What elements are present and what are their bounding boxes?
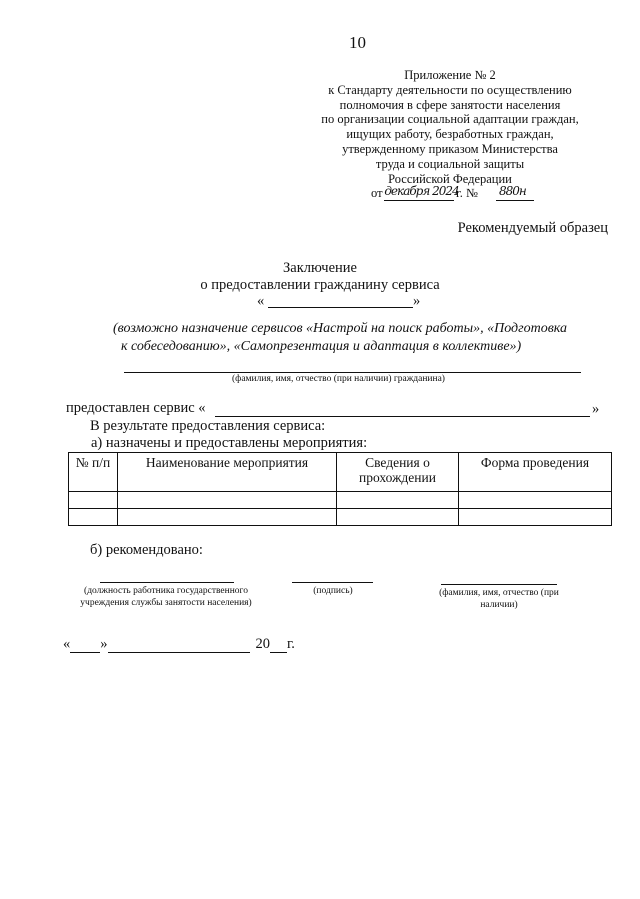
document-title: Заключение — [283, 260, 357, 276]
table-row — [69, 492, 612, 509]
year-blank — [270, 638, 287, 653]
table-cell — [69, 509, 118, 526]
service-quote-close: » — [592, 401, 600, 417]
service-name-blank — [268, 307, 413, 308]
result-heading: В результате предоставления сервиса: — [90, 418, 326, 434]
signature-line — [292, 582, 373, 583]
italic-note-line: к собеседованию», «Самопрезентация и адаптация в коллективе») — [121, 339, 522, 354]
appendix-line: Российской Федерации — [388, 171, 512, 186]
table-cell — [459, 492, 612, 509]
appendix-line: труда и социальной защиты — [375, 156, 525, 171]
table-cell — [337, 509, 459, 526]
table-cell — [69, 492, 118, 509]
italic-note-line: (возможно назначение сервисов «Настрой на поиск работы», «Подготовка — [113, 321, 567, 336]
table-header-cell: № п/п — [69, 453, 118, 492]
date-line — [63, 636, 295, 653]
appendix-line: ищущих работу, безработных граждан, — [346, 127, 554, 142]
recommended-sample-label: Рекомендуемый образец — [457, 220, 608, 236]
date-quote-open: « — [63, 636, 71, 652]
table-header-cell: Форма проведения — [459, 453, 612, 492]
appendix-block — [300, 68, 600, 202]
service-provided-blank — [215, 416, 590, 417]
quote-open: « — [257, 293, 265, 309]
recommended-heading: б) рекомендовано: — [90, 542, 203, 558]
page-number: 10 — [349, 33, 366, 52]
table-header-row — [69, 453, 612, 492]
month-blank — [108, 638, 250, 653]
date-underline — [384, 200, 454, 201]
quote-close: » — [413, 293, 421, 309]
handwritten-date: декабря 2024 — [384, 184, 459, 199]
order-number-prefix: г. № — [456, 186, 478, 201]
activities-heading: а) назначены и предоставлены мероприятия: — [91, 435, 368, 451]
signature-caption: (подпись) — [313, 586, 353, 596]
year-suffix: г. — [287, 636, 295, 652]
handwritten-number: 880н — [499, 184, 526, 199]
number-underline — [496, 200, 534, 201]
fio-signature-line — [441, 584, 557, 585]
table-row — [69, 509, 612, 526]
table-cell — [459, 509, 612, 526]
document-subtitle: о предоставлении гражданину сервиса — [200, 277, 440, 293]
order-date-line — [300, 186, 600, 202]
citizen-name-blank — [124, 372, 581, 373]
appendix-line: к Стандарту деятельности по осуществлению — [328, 82, 572, 97]
position-caption: (должность работника государственного учреждения службы занятости населения) — [80, 586, 252, 608]
activities-table — [68, 452, 612, 526]
day-blank — [70, 638, 100, 653]
date-quote-close: » — [100, 636, 108, 652]
service-provided-label: предоставлен сервис « — [66, 400, 206, 416]
year-prefix: 20 — [255, 636, 270, 652]
appendix-line: Приложение № 2 — [404, 68, 496, 82]
table-cell — [118, 509, 337, 526]
fio-caption: (фамилия, имя, отчество (при наличии) — [439, 588, 559, 610]
table-cell — [118, 492, 337, 509]
table-header-cell: Сведения о прохождении — [337, 453, 459, 492]
appendix-line: утвержденному приказом Министерства — [342, 141, 558, 156]
table-header-cell: Наименование мероприятия — [118, 453, 337, 492]
citizen-name-caption: (фамилия, имя, отчество (при наличии) гражданина) — [232, 374, 445, 384]
appendix-line: полномочия в сфере занятости населения — [339, 97, 561, 112]
position-signature-line — [100, 582, 234, 583]
table-cell — [337, 492, 459, 509]
order-date-prefix: от — [371, 186, 383, 201]
appendix-line: по организации социальной адаптации граждан, — [321, 112, 579, 127]
